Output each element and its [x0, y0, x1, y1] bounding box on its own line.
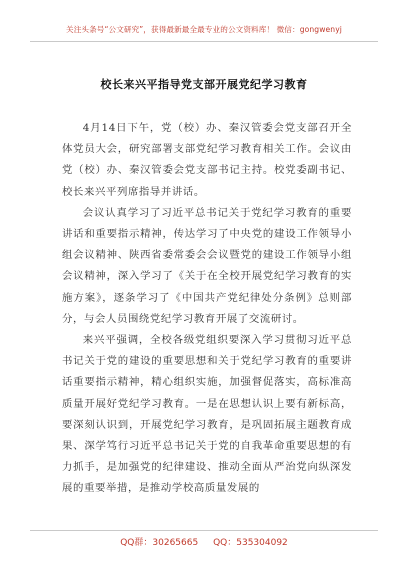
paragraph-1: 4月14日下午，党（校）办、秦汉管委会党支部召开全体党员大会，研究部署支部党纪学习教育相关工作。会议由党（校）办、秦汉管委会党支部书记主持。校党委副书记、校长来兴平列席指导并讲话。 — [62, 122, 352, 198]
footer-qq-group: QQ群：30265665 — [120, 538, 199, 548]
paragraph-2: 会议认真学习了习近平总书记关于党纪学习教育的重要讲话和重要指示精神，传达学习了中央党的建设工作领导小组会议精神、陕西省委常委会会议暨党的建设工作领导小组会议精神，深入学习了《关于在全校开展党纪学习教育的实施方案》，逐条学习了《中国共产党纪律处分条例》总则部分，与会人员围绕党纪学习教育开展了交流研讨。 — [62, 206, 352, 325]
footer-qq: QQ：535304092 — [213, 538, 288, 548]
document-body — [62, 118, 352, 500]
document-title: 校长来兴平指导党支部开展党纪学习教育 — [100, 78, 308, 91]
footer-divider — [30, 530, 378, 531]
header-divider — [30, 41, 378, 42]
header-promo-text: 关注头条号“公文研究”，获得最新最全最专业的公文资料库！ 微信：gongwenyj — [66, 25, 342, 34]
footer-contact — [0, 535, 408, 548]
paragraph-3: 来兴平强调，全校各级党组织要深入学习贯彻习近平总书记关于党的建设的重要思想和关于党纪学习教育的重要讲话重要指示精神，精心组织实施，加强督促落实，高标准高质量开展好党纪学习教育。一是在思想认识上要有新标高，要深刻认识到，开展党纪学习教育，是巩固拓展主题教育成果、深学笃行习近平总书记关于党的自我革命重要思想的有力抓手，是加强党的纪律建设、推动全面从严治党向纵深发展的重要举措，是推动学校高质量发展的 — [62, 334, 352, 495]
